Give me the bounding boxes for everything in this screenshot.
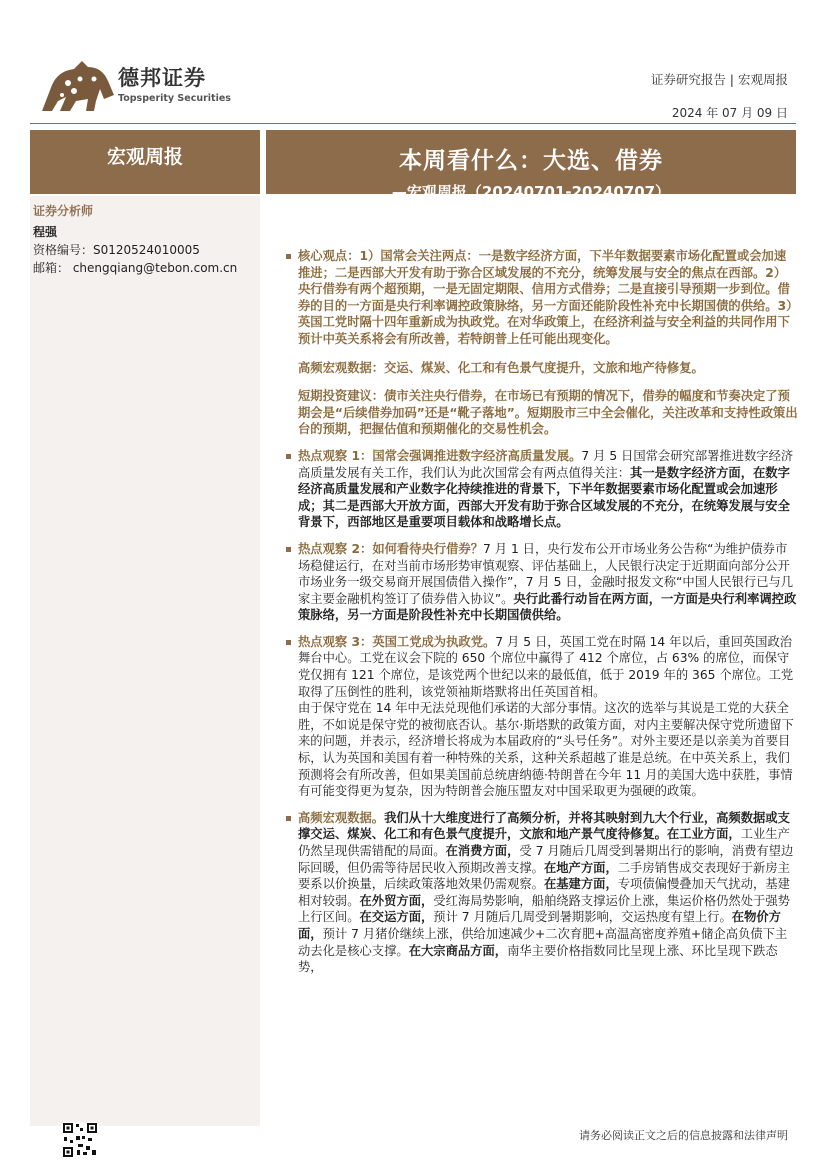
analyst-email: 邮箱： chengqiang@tebon.com.cn xyxy=(33,261,238,275)
hot-observation-3: 热点观察 3：英国工党成为执政党。7 月 5 日，英国工党在时隔 14 年以后，重回英国政治舞台中心。工党在议会下院的 650 个席位中赢得了 412 个席位，占 63% 的席位，而保守党仅拥有 121 个席位，是该党两个世纪以来的最低值，低于 2019 年的 365 个席位。工党取得了压倒性的胜利，该党领袖斯塔默将出任英国首相。 xyxy=(284,634,798,700)
brand-name-cn: 德邦证券 xyxy=(118,66,206,90)
sidebar-panel xyxy=(30,196,260,1126)
analyst-name: 程强 xyxy=(33,225,58,239)
page-title: 本周看什么：大选、借券 xyxy=(399,148,663,174)
header-divider xyxy=(30,123,796,124)
page-subtitle: —宏观周报（20240701-20240707） xyxy=(391,183,671,201)
hot-observation-2: 热点观察 2：如何看待央行借券？7 月 1 日，央行发布公开市场业务公告称“为维护债券市场稳健运行，在对当前市场形势审慎观察、评估基础上，人民银行决定于近期面向部分公开市场业务一级交易商开展国债借入操作”，7 月 5 日，金融时报发文称“中国人民银行已与几家主要金融机构签订了债券借入协议”。央行此番行动旨在两方面，一方面是央行利率调控政策脉络，另一方面是阶段性补充中长期国债供给。 xyxy=(284,541,798,624)
report-date: 2024 年 07 月 09 日 xyxy=(671,106,788,120)
brand xyxy=(118,62,231,104)
high-frequency-data: 高频宏观数据。我们从十大维度进行了高频分析，并将其映射到九大个行业，高频数据或支撑交运、煤炭、化工和有色景气度提升，文旅和地产景气度待修复。在工业方面，工业生产仍然呈现供需错配的局面。在消费方面，受 7 月随后几周受到暑期出行的影响，消费有望边际回暖，但仍需等待居民收入预期改善支撑。在地产方面，二手房销售成交表现好于新房主要系以价换量，后续政策落地效果仍需观察。在基建方面，专项债偏慢叠加天气扰动，基建相对较弱。在外贸方面，受红海局势影响，船舶绕路支撑运价上涨，集运价格仍然处于强势上行区间。在交运方面，预计 7 月随后几周受到暑期影响，交运热度有望上行。在物价方面，预计 7 月猪价继续上涨，供给加速减少+二次育肥+高温高密度养殖+储企高负债下主动去化是核心支撑。在大宗商品方面，南华主要价格指数同比呈现上涨、环比呈现下跌态势， xyxy=(284,810,798,976)
investment-advice: 短期投资建议：债市关注央行借券，在市场已有预期的情况下，借券的幅度和节奏决定了预期会是“后续借券加码”还是“靴子落地”。短期股市三中全会催化，关注改革和支持性政策出台的预期，把握估值和预期催化的交易性机会。 xyxy=(298,389,798,437)
report-category: 证券研究报告 | 宏观周报 xyxy=(650,72,788,87)
analyst-label: 证券分析师 xyxy=(33,204,94,218)
dog-logo-icon xyxy=(38,55,118,117)
report-type-banner: 宏观周报 xyxy=(30,130,260,194)
footer-disclaimer: 请务必阅读正文之后的信息披露和法律声明 xyxy=(579,1129,788,1142)
hf-summary: 高频宏观数据：交运、煤炭、化工和有色景气度提升，文旅和地产待修复。 xyxy=(298,360,704,375)
brand-name-en: Topsperity Securities xyxy=(118,93,231,104)
main-content xyxy=(284,248,798,976)
qr-code-icon xyxy=(62,1122,98,1158)
hot-observation-1: 热点观察 1：国常会强调推进数字经济高质量发展。7 月 5 日国常会研究部署推进数字经济高质量发展有关工作，我们认为此次国常会有两点值得关注：其一是数字经济方面，在数字经济高质量发展和产业数字化持续推进的背景下，下半年数据要素市场化配置或会加速形成；其二是西部大开放方面，西部大开发有助于弥合区域发展的不充分，在统筹发展与安全背景下，西部地区是重要项目载体和战略增长点。 xyxy=(284,448,798,531)
hot-observation-3-cont: 由于保守党在 14 年中无法兑现他们承诺的大部分事情。这次的选举与其说是工党的大获全胜，不如说是保守党的被彻底否认。基尔·斯塔默的政策方面，对内主要解决保守党所遗留下来的问题，并表示，经济增长将成为本届政府的“头号任务”。对外主要还是以亲美为首要目标，认为英国和美国有着一种特殊的关系，这种关系超越了谁是总统。在中英关系上，我们预测将会有所改善，但如果美国前总统唐纳德·特朗普在今年 11 月的美国大选中获胜，事情有可能变得更为复杂，因为特朗普会施压盟友对中国采取更为强硬的政策。 xyxy=(298,701,794,799)
core-view: 核心观点：1）国常会关注两点：一是数字经济方面，下半年数据要素市场化配置或会加速推进；二是西部大开发有助于弥合区域发展的不充分，统筹发展与安全的焦点在西部。2）央行借券有两个超预期，一是无固定期限、信用方式借券；二是直接引导预期一步到位。借券的目的一方面是央行利率调控政策脉络，另一方面还能阶段性补充中长期国债的供给。3）英国工党时隔十四年重新成为执政党。在对华政策上，在经济利益与安全利益的共同作用下预计中英关系将会有所改善，若特朗普上任可能出现变化。 xyxy=(284,248,798,348)
title-banner xyxy=(266,130,796,201)
analyst-cert: 资格编号：S0120524010005 xyxy=(33,243,200,257)
